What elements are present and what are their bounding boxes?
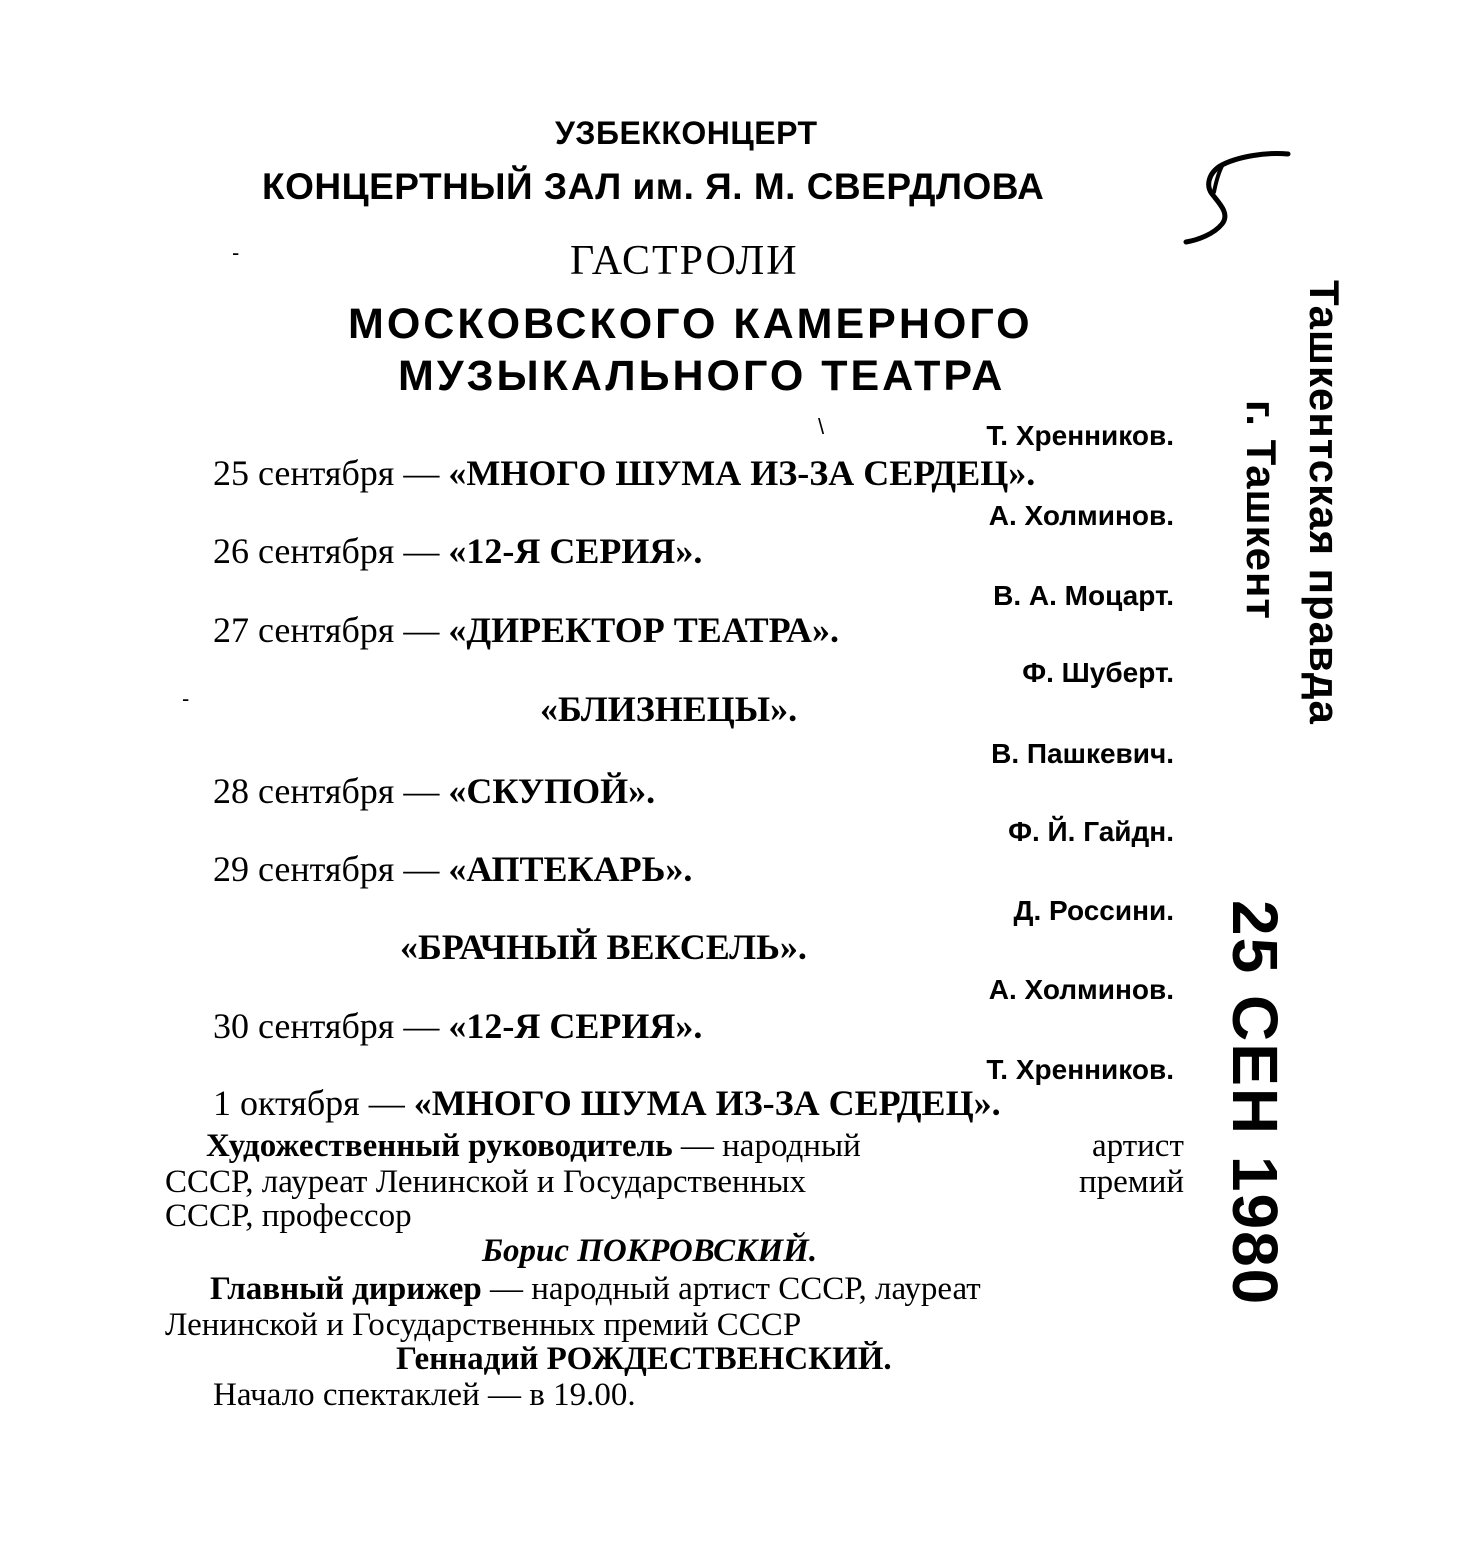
performance-date: 26 сентября — [213,531,440,571]
organization-name: УЗБЕККОНЦЕРТ [555,115,818,151]
newspaper-stamp-date: 25 СЕН 1980 [1219,900,1291,1307]
print-speck: - [232,240,240,265]
chief-conductor-line-1 [210,1271,981,1308]
newspaper-stamp-name: Ташкентская правда [1301,280,1348,725]
performance-date: 29 сентября — [213,849,440,889]
artistic-director-line-2-end: премий [1079,1164,1185,1200]
performance-title-7: «БРАЧНЫЙ ВЕКСЕЛЬ». [400,927,807,967]
composer-1: Т. Хренников. [986,420,1174,451]
artistic-director-title-end: артист [1092,1128,1184,1164]
performance-6 [213,848,692,890]
performance-title: «12-Я СЕРИЯ». [448,531,703,571]
performance-5 [213,770,655,812]
performance-date: 27 сентября — [213,610,440,650]
tour-heading: ГАСТРОЛИ [570,238,799,284]
composer-4: Ф. Шуберт. [1022,657,1174,688]
chief-conductor-role: Главный дирижер [210,1271,482,1307]
performance-title: «ДИРЕКТОР ТЕАТРА». [448,610,840,650]
chief-conductor-name: Геннадий РОЖДЕСТВЕНСКИЙ. [396,1341,892,1377]
chief-conductor-title: — народный артист СССР, лауреат [489,1271,981,1307]
performance-title: «АПТЕКАРЬ». [448,849,693,889]
performance-start-time: Начало спектаклей — в 19.00. [213,1377,636,1413]
concert-hall-name: КОНЦЕРТНЫЙ ЗАЛ им. Я. М. СВЕРДЛОВА [262,166,1045,207]
theatre-name-line-1: МОСКОВСКОГО КАМЕРНОГО [348,300,1033,348]
composer-8: А. Холминов. [988,974,1174,1005]
performance-title-4: «БЛИЗНЕЦЫ». [540,689,798,729]
composer-3: В. А. Моцарт. [993,580,1174,611]
newspaper-stamp-city: г. Ташкент [1238,400,1285,620]
chief-conductor-line-2: Ленинской и Государственных премий СССР [165,1307,802,1343]
artistic-director-name: Борис ПОКРОВСКИЙ. [482,1233,818,1269]
performance-title: «12-Я СЕРИЯ». [448,1006,703,1046]
performance-title: «СКУПОЙ». [448,771,656,811]
print-speck: - [182,686,190,711]
composer-7: Д. Россини. [1013,895,1174,926]
performance-3 [213,609,839,651]
composer-6: Ф. Й. Гайдн. [1008,816,1174,847]
theatre-name-line-2: МУЗЫКАЛЬНОГО ТЕАТРА [398,352,1006,400]
performance-9 [213,1082,1001,1124]
artistic-director-line-3: СССР, профессор [165,1198,412,1234]
performance-title: «МНОГО ШУМА ИЗ-ЗА СЕРДЕЦ». [413,1083,1001,1123]
artistic-director-line-1 [206,1128,861,1165]
performance-date: 1 октября — [213,1083,405,1123]
performance-8 [213,1005,702,1047]
artistic-director-line-2: СССР, лауреат Ленинской и Государственных [165,1164,806,1200]
performance-2 [213,530,702,572]
artistic-director-role: Художественный руководитель [206,1128,673,1164]
handwritten-mark-icon [1178,148,1298,248]
print-speck: \ [818,414,825,439]
performance-date: 30 сентября — [213,1006,440,1046]
composer-5: В. Пашкевич. [991,738,1174,769]
composer-9: Т. Хренников. [986,1054,1174,1085]
performance-date: 25 сентября — [213,453,440,493]
performance-1 [213,452,1035,494]
performance-title: «МНОГО ШУМА ИЗ-ЗА СЕРДЕЦ». [448,453,1036,493]
performance-date: 28 сентября — [213,771,440,811]
artistic-director-title: — народный [680,1128,861,1164]
composer-2: А. Холминов. [988,500,1174,531]
